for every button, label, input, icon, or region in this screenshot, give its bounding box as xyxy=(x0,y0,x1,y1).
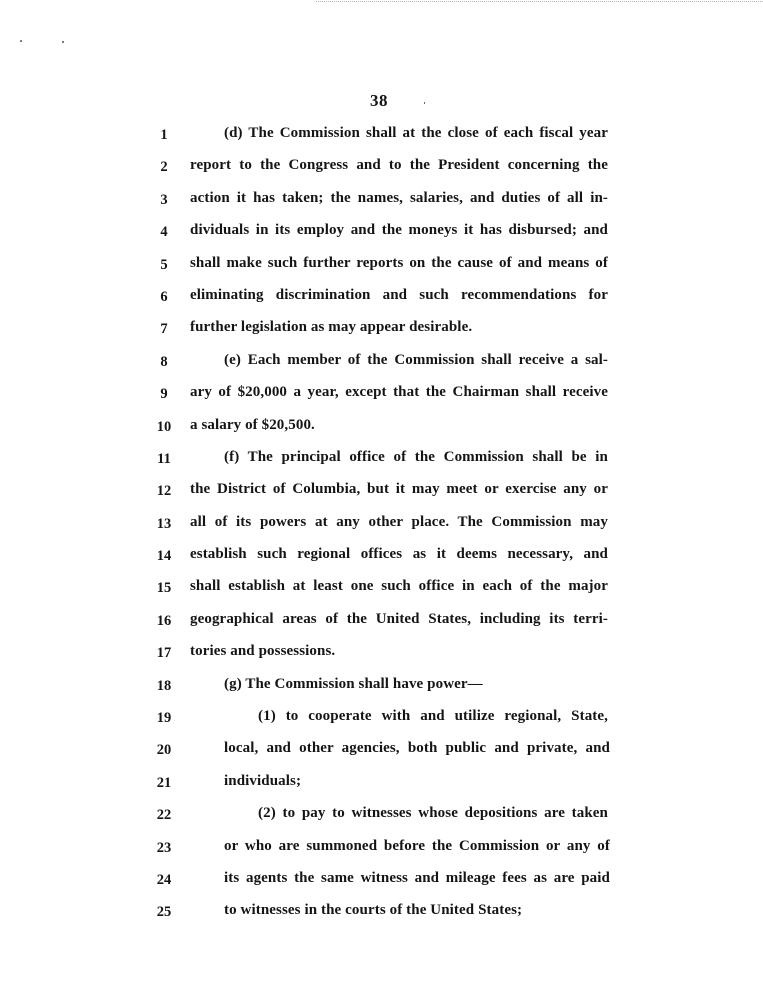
text-line xyxy=(0,541,763,573)
scan-speck xyxy=(62,41,64,43)
line-number: 3 xyxy=(160,191,168,208)
line-text: shall make such further reports on the cause of and means of xyxy=(190,254,608,271)
line-text: (e) Each member of the Commission shall receive a sal- xyxy=(224,351,608,368)
line-number: 23 xyxy=(156,839,172,856)
line-text: individuals; xyxy=(224,772,302,789)
line-text: or who are summoned before the Commission or any of xyxy=(224,837,610,854)
line-number: 22 xyxy=(156,807,172,824)
line-text: dividuals in its employ and the moneys it has disbursed; and xyxy=(190,222,608,239)
line-number: 13 xyxy=(156,515,172,532)
text-line xyxy=(0,347,763,379)
line-text: local, and other agencies, both public and private, and xyxy=(224,740,610,757)
line-number: 19 xyxy=(156,710,172,727)
text-line xyxy=(0,768,763,800)
line-text: establish such regional offices as it deems necessary, and xyxy=(190,546,608,563)
text-line xyxy=(0,120,763,152)
line-number: 14 xyxy=(156,548,172,565)
text-line xyxy=(0,379,763,411)
text-line xyxy=(0,185,763,217)
line-number: 5 xyxy=(160,256,168,273)
text-line xyxy=(0,217,763,249)
line-number: 25 xyxy=(156,904,172,921)
line-number: 10 xyxy=(156,418,172,435)
line-text: all of its powers at any other place. The Commission may xyxy=(190,513,608,530)
line-text: a salary of $20,500. xyxy=(190,416,315,433)
text-line xyxy=(0,703,763,735)
line-text: tories and possessions. xyxy=(190,643,336,660)
line-number: 7 xyxy=(160,321,168,338)
text-line xyxy=(0,638,763,670)
line-number: 9 xyxy=(160,386,168,403)
text-line xyxy=(0,833,763,865)
text-line xyxy=(0,606,763,638)
text-line xyxy=(0,444,763,476)
line-number: 8 xyxy=(160,353,168,370)
line-text: geographical areas of the United States, including its terri- xyxy=(190,610,608,627)
line-text: report to the Congress and to the President concerning the xyxy=(190,157,608,174)
line-text: (d) The Commission shall at the close of each fiscal year xyxy=(224,125,608,141)
scan-edge-rule xyxy=(316,1,763,2)
text-line xyxy=(0,671,763,703)
text-line xyxy=(0,412,763,444)
line-number: 2 xyxy=(160,159,168,176)
line-number: 21 xyxy=(156,774,172,791)
line-number: 15 xyxy=(156,580,172,597)
line-number: 6 xyxy=(160,288,168,305)
page-number: 38 xyxy=(370,91,388,110)
line-number: 11 xyxy=(157,450,171,467)
scan-speck xyxy=(424,102,425,104)
text-line xyxy=(0,250,763,282)
text-line xyxy=(0,314,763,346)
line-text: (2) to pay to witnesses whose depositions are taken xyxy=(258,805,608,822)
numbered-text-body xyxy=(0,120,763,930)
line-number: 4 xyxy=(160,224,168,241)
line-text: to witnesses in the courts of the United States; xyxy=(224,902,523,919)
line-text: ary of $20,000 a year, except that the Chairman shall receive xyxy=(190,384,608,401)
scan-speck xyxy=(20,40,22,42)
text-line xyxy=(0,282,763,314)
line-text: further legislation as may appear desirable. xyxy=(190,319,473,336)
line-text: (1) to cooperate with and utilize regional, State, xyxy=(258,708,608,725)
line-text: action it has taken; the names, salaries, and duties of all in- xyxy=(190,189,608,206)
text-line xyxy=(0,152,763,184)
line-number: 24 xyxy=(156,871,172,888)
line-number: 18 xyxy=(156,677,172,694)
text-line xyxy=(0,800,763,832)
line-text: (f) The principal office of the Commission shall be in xyxy=(224,448,608,465)
line-number: 16 xyxy=(156,612,172,629)
line-text: eliminating discrimination and such recommendations for xyxy=(190,286,608,303)
line-text: its agents the same witness and mileage fees as are paid xyxy=(224,869,610,886)
line-number: 1 xyxy=(160,127,168,143)
text-line xyxy=(0,509,763,541)
line-number: 17 xyxy=(156,645,172,662)
text-line xyxy=(0,897,763,929)
line-number: 12 xyxy=(156,483,172,500)
text-line xyxy=(0,476,763,508)
line-text: shall establish at least one such office in each of the major xyxy=(190,578,608,595)
text-line xyxy=(0,865,763,897)
line-text: (g) The Commission shall have power— xyxy=(224,675,483,692)
text-line xyxy=(0,735,763,767)
line-text: the District of Columbia, but it may meet or exercise any or xyxy=(190,481,608,498)
text-line xyxy=(0,573,763,605)
line-number: 20 xyxy=(156,742,172,759)
